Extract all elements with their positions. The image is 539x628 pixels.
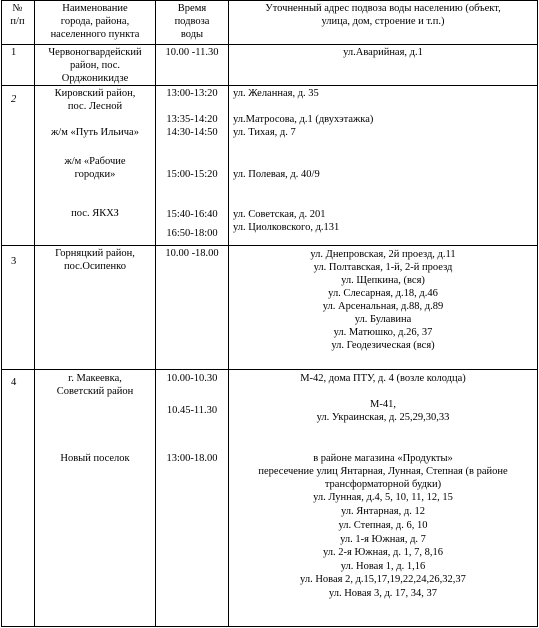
row-number: 1 [11,47,17,58]
row-address: ул. Арсенальная, д.88, д.89 [322,301,444,312]
row-address: ул. Степная, д. 6, 10 [338,520,428,531]
table-border-right [537,0,538,627]
row-address: ул. Новая 3, д. 17, 34, 37 [328,588,438,599]
row-name: Новый поселок [60,453,130,464]
row-name: Кировский район, пос. Лесной [54,88,136,112]
row-address: ул. Янтарная, д. 12 [341,506,425,517]
row-address: ул. Желанная, д. 35 [233,88,319,99]
table-border-left [1,0,2,627]
row-address: ул. Полтавская, 1-й, 2-й проезд [313,262,453,273]
row-name: ж/м «Путь Ильича» [51,127,139,138]
header-address: Уточненный адрес подвоза воды населению (объект, улица, дом, строение и т.п.) [265,3,501,27]
row-address: ул. Днепровская, 2й проезд, д.11 [310,249,456,260]
row-address: пересечение улиц Янтарная, Лунная, Степная (в районе [258,466,508,477]
row-address: ул. 1-я Южная, д. 7 [340,534,426,545]
row-address: ул. Булавина [354,314,412,325]
row-time: 16:50-18:00 [166,228,218,239]
row-time: 10.00 -11.30 [165,47,219,58]
row-number: 3 [11,256,17,267]
row-number: 2 [11,94,17,105]
header-number: № п/п [10,3,25,27]
row-address: ул. 2-я Южная, д. 1, 7, 8,16 [323,547,443,558]
row-divider [1,369,538,370]
row-time: 13:00-13:20 [166,88,218,99]
water-schedule-table [1,0,538,627]
row-address: М-41, ул. Украинская, д. 25,29,30,33 [316,399,450,423]
row-time: 10.00 -18.00 [165,248,219,259]
row-time: 13:35-14:20 [166,114,218,125]
row-address: в районе магазина «Продукты» [313,453,453,464]
row-address: ул.Аварийная, д.1 [343,47,423,58]
row-address: М-42, дома ПТУ, д. 4 (возле колодца) [300,373,466,384]
row-address: ул. Новая 1, д. 1,16 [340,561,426,572]
table-border-bottom [1,626,538,627]
row-name: Горняцкий район, пос.Осипенко [55,248,135,272]
row-address: ул. Слесарная, д.18, д.46 [328,288,438,299]
header-time: Время подвоза воды [174,3,210,40]
row-time: 15:40-16:40 [166,209,218,220]
row-time: 14:30-14:50 [166,127,218,138]
row-time: 15:00-15:20 [166,169,218,180]
row-number: 4 [11,377,17,388]
row-address: ул. Новая 2, д.15,17,19,22,24,26,32,37 [300,574,466,585]
row-address: ул. Геодезическая (вся) [331,340,435,351]
row-address: трансформаторной будки) [324,479,442,490]
row-name: г. Макеевка, Советский район [56,373,134,397]
row-address: ул. Циолковского, д.131 [233,222,340,233]
row-address: ул. Тихая, д. 7 [233,127,296,138]
row-time: 10.00-10.30 [166,373,218,384]
row-time: 10.45-11.30 [166,405,218,416]
row-address: ул. Матюшко, д.26, 37 [333,327,433,338]
row-address: ул.Матросова, д.1 (двухэтажка) [233,114,374,125]
row-time: 13:00-18.00 [166,453,218,464]
row-address: ул. Лунная, д.4, 5, 10, 11, 12, 15 [313,492,453,503]
row-divider [1,44,538,45]
header-name: Наименование города, района, населенного пункта [50,3,140,40]
row-name: Червоногвардейский район, пос. Орджоникидзе [48,47,142,84]
row-name: ж/м «Рабочие городки» [64,156,126,180]
row-divider [1,85,538,86]
row-address: ул. Полевая, д. 40/9 [233,169,320,180]
row-address: ул. Советская, д. 201 [233,209,326,220]
table-border-top [1,0,538,1]
row-divider [1,245,538,246]
row-name: пос. ЯКХЗ [71,208,119,219]
row-address: ул. Щепкина, (вся) [341,275,425,286]
